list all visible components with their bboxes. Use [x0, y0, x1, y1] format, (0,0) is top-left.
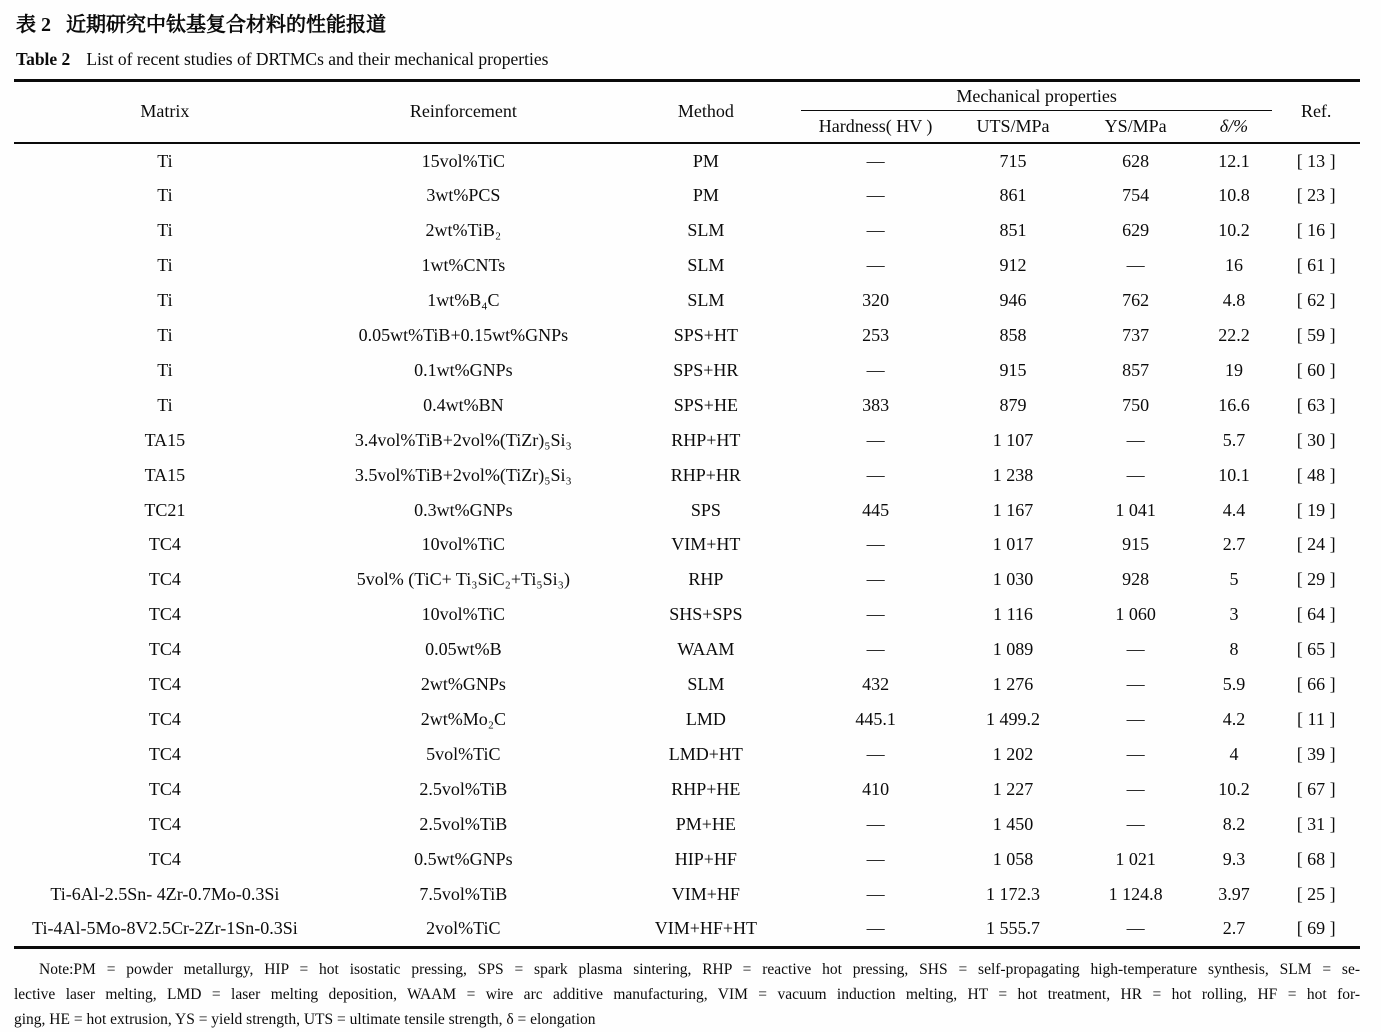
table-row [14, 143, 1360, 179]
cell-reinforcement: 2wt%GNPs [420, 674, 506, 695]
cell-ys: 1 041 [1115, 499, 1156, 520]
cell-matrix: TA15 [144, 464, 186, 485]
cell-matrix: Ti [157, 150, 173, 171]
cell-method: LMD [685, 709, 726, 729]
cell-uts: 1 172.3 [986, 883, 1041, 904]
cell-elongation: 10.2 [1218, 778, 1250, 799]
cell-reinforcement: 2.5vol%TiB [419, 813, 508, 834]
cell-elongation: 4.2 [1222, 709, 1246, 729]
cell-method: SLM [687, 674, 725, 695]
table-row [14, 807, 1360, 842]
table-title-en-label: Table 2 [16, 49, 71, 69]
cell-method: SPS+HT [673, 325, 738, 346]
cell-uts: 861 [999, 185, 1027, 206]
cell-ys: 628 [1122, 150, 1150, 171]
cell-uts: 879 [999, 394, 1027, 415]
cell-ref: [ 25 ] [1296, 883, 1336, 904]
cell-reinforcement: 2wt%Mo₂C [420, 709, 506, 729]
table-title-en [16, 48, 1381, 71]
cell-hardness: 383 [862, 394, 890, 415]
cell-ys: — [1126, 709, 1145, 729]
cell-hardness: — [866, 639, 885, 660]
cell-elongation: 4 [1229, 743, 1239, 764]
table-row [14, 527, 1360, 562]
cell-hardness: — [866, 743, 885, 764]
cell-elongation: 2.7 [1222, 918, 1246, 939]
cell-reinforcement: 10vol%TiC [421, 604, 506, 625]
cell-ys: 915 [1122, 534, 1150, 555]
subheader-hardness: Hardness( HV ) [818, 115, 933, 136]
cell-elongation: 3 [1229, 604, 1239, 625]
cell-matrix: TC4 [148, 534, 181, 555]
cell-uts: 1 167 [992, 499, 1034, 520]
cell-method: RHP+HT [671, 429, 741, 450]
cell-uts: 1 058 [992, 848, 1034, 869]
cell-uts: 1 030 [992, 569, 1034, 590]
cell-method: VIM+HF [671, 883, 740, 904]
cell-elongation: 9.3 [1222, 848, 1246, 869]
cell-ys: 629 [1122, 220, 1150, 241]
header-mechanical-properties: Mechanical properties [801, 81, 1273, 111]
cell-matrix: Ti [157, 220, 173, 241]
cell-elongation: 5.7 [1222, 429, 1246, 450]
cell-matrix: TC4 [148, 674, 181, 695]
note-line: ging, HE = hot extrusion, YS = yield strength, UTS = ultimate tensile strength, δ = elongation [14, 1011, 596, 1029]
cell-hardness: 445 [862, 499, 890, 520]
table-body [14, 143, 1360, 948]
table-row [14, 632, 1360, 667]
cell-reinforcement: 2vol%TiC [426, 918, 501, 939]
table-row [14, 388, 1360, 423]
cell-elongation: 8.2 [1222, 813, 1246, 834]
cell-ys: — [1126, 464, 1145, 485]
cell-matrix: Ti [157, 290, 173, 311]
cell-matrix: TC4 [148, 743, 181, 764]
cell-ref: [ 23 ] [1296, 185, 1336, 206]
cell-matrix: Ti [157, 359, 173, 380]
cell-reinforcement: 0.5wt%GNPs [414, 848, 513, 869]
header-ref: Ref. [1300, 101, 1332, 122]
cell-matrix: Ti [157, 185, 173, 206]
cell-elongation: 3.97 [1218, 883, 1250, 904]
cell-method: WAAM [677, 639, 735, 660]
header-matrix: Matrix [140, 101, 190, 122]
cell-method: HIP+HF [674, 848, 737, 869]
cell-hardness: — [866, 150, 885, 171]
cell-uts: 1 276 [992, 674, 1034, 695]
cell-uts: 1 017 [992, 534, 1034, 555]
cell-matrix: TC21 [144, 499, 186, 520]
cell-hardness: — [866, 848, 885, 869]
subheader-elongation: δ/% [1219, 115, 1249, 136]
cell-hardness: — [866, 464, 885, 485]
cell-matrix: Ti-4Al-5Mo-8V2.5Cr-2Zr-1Sn-0.3Si [32, 918, 298, 939]
table-row [14, 772, 1360, 807]
table-header [14, 81, 1360, 143]
cell-ys: — [1126, 674, 1145, 695]
cell-uts: 1 227 [992, 778, 1034, 799]
cell-elongation: 22.2 [1218, 325, 1250, 346]
cell-reinforcement: 2wt%TiB₂ [425, 220, 502, 241]
cell-hardness: — [866, 569, 885, 590]
cell-reinforcement: 5vol% (TiC+ Ti₃SiC₂+Ti₅Si₃) [356, 569, 570, 590]
cell-ref: [ 29 ] [1296, 569, 1336, 590]
cell-method: RHP+HE [671, 778, 741, 799]
cell-ys: — [1126, 639, 1145, 660]
table-title-en-text: List of recent studies of DRTMCs and their mechanical properties [86, 49, 549, 69]
table-title-zh-text: 近期研究中钛基复合材料的性能报道 [66, 14, 386, 36]
cell-method: SHS+SPS [669, 604, 743, 625]
cell-method: RHP+HR [670, 464, 741, 485]
cell-matrix: TA15 [144, 429, 186, 450]
cell-ref: [ 16 ] [1296, 220, 1336, 241]
cell-uts: 915 [999, 359, 1027, 380]
table-row [14, 737, 1360, 772]
cell-elongation: 16.6 [1218, 394, 1250, 415]
cell-elongation: 10.1 [1218, 464, 1250, 485]
cell-hardness: 445.1 [855, 709, 896, 729]
cell-matrix: TC4 [148, 848, 181, 869]
cell-hardness: 253 [862, 325, 890, 346]
header-group-row [14, 81, 1360, 111]
cell-matrix: Ti-6Al-2.5Sn- 4Zr-0.7Mo-0.3Si [50, 883, 280, 904]
table-row [14, 423, 1360, 458]
cell-uts: 851 [999, 220, 1027, 241]
cell-ys: — [1126, 778, 1145, 799]
cell-ref: [ 59 ] [1296, 325, 1336, 346]
table-row [14, 667, 1360, 702]
cell-ref: [ 68 ] [1296, 848, 1336, 869]
header-reinforcement: Reinforcement [409, 101, 517, 122]
table-row [14, 353, 1360, 388]
cell-reinforcement: 5vol%TiC [426, 743, 501, 764]
cell-hardness: 320 [862, 290, 890, 311]
table-row [14, 877, 1360, 912]
cell-elongation: 10.8 [1218, 185, 1250, 206]
cell-method: PM [692, 150, 719, 171]
table-row [14, 458, 1360, 493]
cell-matrix: Ti [157, 394, 173, 415]
cell-reinforcement: 2.5vol%TiB [419, 778, 508, 799]
table-row [14, 493, 1360, 528]
cell-method: SLM [687, 220, 725, 241]
cell-hardness: — [866, 185, 885, 206]
cell-matrix: Ti [157, 325, 173, 346]
cell-ref: [ 66 ] [1296, 674, 1336, 695]
cell-ys: — [1126, 743, 1145, 764]
cell-ref: [ 19 ] [1296, 499, 1336, 520]
table-title-zh-label: 表 2 [16, 14, 51, 36]
cell-hardness: — [866, 918, 885, 939]
cell-matrix: TC4 [148, 604, 181, 625]
cell-matrix: TC4 [148, 709, 181, 729]
cell-elongation: 2.7 [1222, 534, 1246, 555]
cell-ref: [ 30 ] [1296, 429, 1336, 450]
cell-ref: [ 31 ] [1296, 813, 1336, 834]
cell-elongation: 4.4 [1222, 499, 1246, 520]
cell-elongation: 10.2 [1218, 220, 1250, 241]
cell-reinforcement: 1wt%CNTs [421, 255, 506, 276]
table-note [14, 957, 1360, 1032]
cell-reinforcement: 15vol%TiC [421, 150, 506, 171]
cell-uts: 715 [999, 150, 1027, 171]
table-row [14, 213, 1360, 248]
cell-matrix: TC4 [148, 639, 181, 660]
table-row [14, 318, 1360, 353]
cell-reinforcement: 3.5vol%TiB+2vol%(TiZr)₅Si₃ [354, 464, 572, 485]
table-title-zh [16, 12, 1381, 39]
cell-ys: 1 060 [1115, 604, 1156, 625]
cell-ys: 928 [1122, 569, 1150, 590]
cell-elongation: 5 [1229, 569, 1239, 590]
cell-uts: 1 202 [992, 743, 1034, 764]
cell-hardness: — [866, 604, 885, 625]
cell-ys: 857 [1122, 359, 1150, 380]
cell-ys: — [1126, 255, 1145, 276]
cell-ys: 762 [1122, 290, 1150, 311]
cell-ref: [ 60 ] [1296, 359, 1336, 380]
table-row [14, 702, 1360, 737]
cell-elongation: 19 [1224, 359, 1243, 380]
cell-method: VIM+HT [671, 534, 741, 555]
cell-ref: [ 61 ] [1296, 255, 1336, 276]
cell-ref: [ 64 ] [1296, 604, 1336, 625]
cell-reinforcement: 0.1wt%GNPs [414, 359, 513, 380]
cell-ref: [ 48 ] [1296, 464, 1336, 485]
cell-method: PM+HE [675, 813, 736, 834]
cell-reinforcement: 0.4wt%BN [423, 394, 504, 415]
cell-uts: 1 499.2 [986, 709, 1041, 729]
cell-uts: 946 [999, 290, 1027, 311]
cell-hardness: — [866, 883, 885, 904]
cell-ys: 737 [1122, 325, 1150, 346]
cell-uts: 1 107 [992, 429, 1034, 450]
cell-hardness: — [866, 220, 885, 241]
cell-ys: 1 021 [1115, 848, 1156, 869]
subheader-uts: UTS/MPa [976, 115, 1050, 136]
cell-ref: [ 62 ] [1296, 290, 1336, 311]
table-row [14, 597, 1360, 632]
cell-ys: — [1126, 918, 1145, 939]
cell-ref: [ 67 ] [1296, 778, 1336, 799]
table-row [14, 562, 1360, 597]
cell-reinforcement: 3.4vol%TiB+2vol%(TiZr)₅Si₃ [354, 429, 572, 450]
cell-ref: [ 39 ] [1296, 743, 1336, 764]
cell-method: SLM [687, 255, 725, 276]
cell-reinforcement: 3wt%PCS [426, 185, 501, 206]
cell-hardness: — [866, 359, 885, 380]
cell-hardness: — [866, 429, 885, 450]
cell-ys: 1 124.8 [1108, 883, 1163, 904]
cell-hardness: 432 [862, 674, 890, 695]
cell-method: VIM+HF+HT [654, 918, 758, 939]
cell-method: SLM [687, 290, 725, 311]
cell-reinforcement: 0.05wt%B [425, 639, 502, 660]
cell-uts: 1 238 [992, 464, 1034, 485]
cell-reinforcement: 0.05wt%TiB+0.15wt%GNPs [358, 325, 569, 346]
cell-method: SPS [690, 499, 721, 520]
cell-hardness: — [866, 534, 885, 555]
cell-method: SPS+HE [673, 394, 738, 415]
cell-method: RHP [688, 569, 724, 590]
cell-ys: 754 [1122, 185, 1150, 206]
cell-ref: [ 13 ] [1296, 150, 1336, 171]
cell-method: SPS+HR [673, 359, 739, 380]
cell-hardness: — [866, 255, 885, 276]
cell-elongation: 12.1 [1218, 150, 1250, 171]
note-line: Note:PM = powder metallurgy, HIP = hot isostatic pressing, SPS = spark plasma sintering, RHP = reactive hot pressing, SHS = self-propagating high-temperature synthesis, SLM = se- [39, 961, 1360, 979]
cell-reinforcement: 1wt%B₄C [427, 290, 500, 311]
cell-method: PM [692, 185, 719, 206]
cell-elongation: 16 [1224, 255, 1243, 276]
cell-matrix: TC4 [148, 813, 181, 834]
cell-method: LMD+HT [668, 743, 743, 764]
cell-ys: — [1126, 429, 1145, 450]
cell-reinforcement: 0.3wt%GNPs [414, 499, 513, 520]
cell-matrix: Ti [157, 255, 173, 276]
cell-matrix: TC4 [148, 778, 181, 799]
table-row [14, 248, 1360, 283]
cell-reinforcement: 10vol%TiC [421, 534, 506, 555]
cell-ys: 750 [1122, 394, 1150, 415]
cell-uts: 912 [999, 255, 1027, 276]
cell-hardness: 410 [862, 778, 890, 799]
cell-ref: [ 69 ] [1296, 918, 1336, 939]
cell-uts: 1 116 [993, 604, 1033, 625]
cell-ys: — [1126, 813, 1145, 834]
cell-reinforcement: 7.5vol%TiB [419, 883, 508, 904]
cell-ref: [ 65 ] [1296, 639, 1336, 660]
cell-ref: [ 24 ] [1296, 534, 1336, 555]
table-row [14, 842, 1360, 877]
cell-matrix: TC4 [148, 569, 181, 590]
properties-table [14, 79, 1360, 949]
cell-elongation: 5.9 [1222, 674, 1246, 695]
subheader-ys: YS/MPa [1104, 115, 1167, 136]
table-row [14, 283, 1360, 318]
cell-ref: [ 11 ] [1297, 709, 1336, 729]
cell-uts: 1 089 [992, 639, 1034, 660]
table-row [14, 178, 1360, 213]
note-line: lective laser melting, LMD = laser melting deposition, WAAM = wire arc additive manufacturing, VIM = vacuum induction melting, HT = hot treatment, HR = hot rolling, HF = hot for- [14, 986, 1360, 1004]
cell-hardness: — [866, 813, 885, 834]
table-row [14, 911, 1360, 947]
header-method: Method [677, 101, 734, 122]
cell-uts: 858 [999, 325, 1027, 346]
cell-elongation: 8 [1229, 639, 1239, 660]
cell-ref: [ 63 ] [1296, 394, 1336, 415]
cell-elongation: 4.8 [1222, 290, 1246, 311]
cell-uts: 1 555.7 [986, 918, 1041, 939]
cell-uts: 1 450 [992, 813, 1034, 834]
